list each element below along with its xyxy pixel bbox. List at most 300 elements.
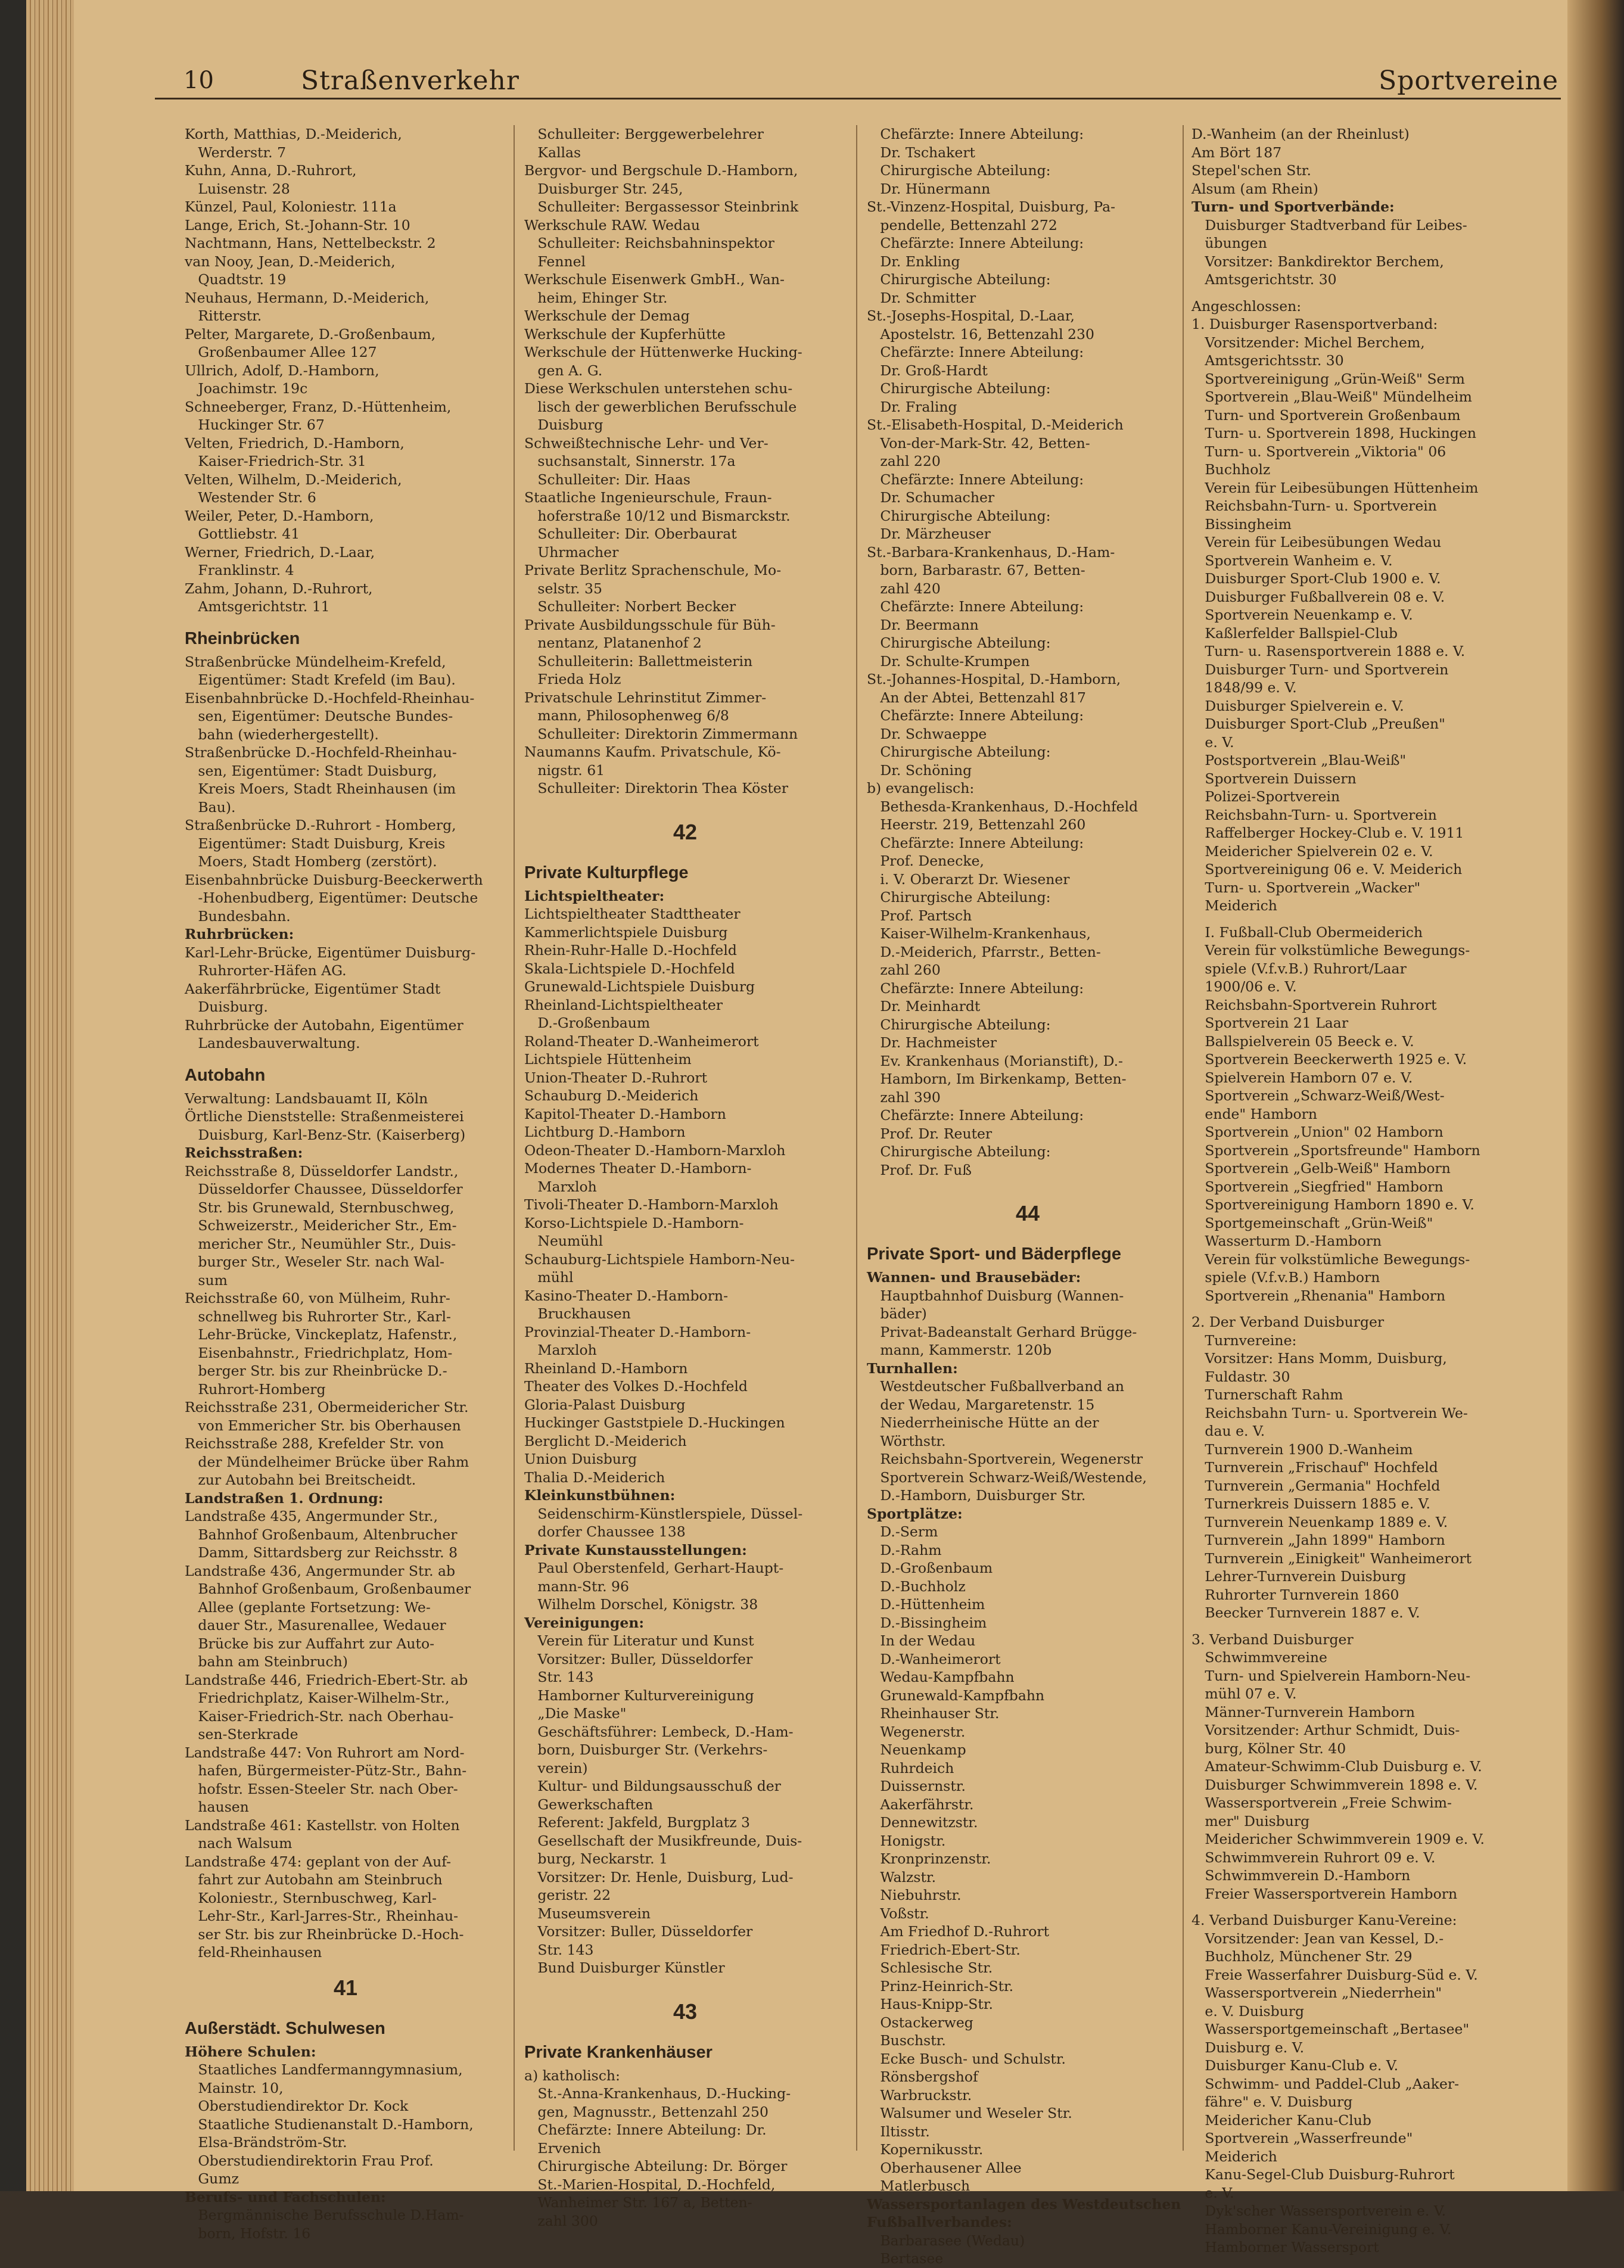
text-line: Duissernstr. [867, 1778, 966, 1794]
text-line: Duisburg [524, 416, 603, 433]
text-line: Werderstr. 7 [185, 144, 287, 161]
text-line: Huckinger Str. 67 [185, 416, 325, 433]
text-line: Private Ausbildungsschule für Büh- [524, 616, 776, 633]
text-line: Dyk'scher Wassersportverein e. V. [1191, 2202, 1446, 2219]
text-line: Str. bis Grunewald, Sternbuschweg, [185, 1199, 455, 1216]
text-line: Duisburger Sport-Club 1900 e. V. [1191, 570, 1441, 587]
text-line: Prof. Partsch [867, 907, 972, 924]
text-line: Gewerkschaften [524, 1796, 654, 1813]
text-line: Turnerkreis Duissern 1885 e. V. [1191, 1495, 1430, 1512]
text-line: Bruckhausen [524, 1305, 631, 1322]
text-line: bahn (wiederhergestellt). [185, 726, 379, 743]
text-line: Schweißtechnische Lehr- und Ver- [524, 434, 769, 452]
text-line: Gottliebstr. 41 [185, 525, 300, 542]
text-line: Meiderich [1191, 897, 1277, 914]
text-line: Odeon-Theater D.-Hamborn-Marxloh [524, 1141, 786, 1159]
text-line: Sportverein „Siegfried" Hamborn [1191, 1178, 1443, 1195]
text-line: Angeschlossen: [1191, 297, 1302, 315]
text-line: mericher Str., Neumühler Str., Duis- [185, 1235, 456, 1252]
text-line: Landstraße 446, Friedrich-Ebert-Str. ab [185, 1671, 468, 1688]
text-line: Privat-Badeanstalt Gerhard Brügge- [867, 1323, 1137, 1340]
text-line: Ballspielverein 05 Beeck e. V. [1191, 1032, 1414, 1050]
text-line: D.-Hamborn, Duisburger Str. [867, 1487, 1086, 1504]
text-line: Lange, Erich, St.-Johann-Str. 10 [185, 216, 410, 234]
subheading: Vereinigungen: [524, 1614, 645, 1631]
text-line: Chirurgische Abteilung: [867, 634, 1051, 651]
text-line: Vorsitzender: Jean van Kessel, D.- [1191, 1930, 1444, 1947]
text-line: Rheinland-Lichtspieltheater [524, 996, 723, 1013]
text-line: Bau). [185, 798, 236, 816]
text-line: Düsseldorfer Chaussee, Düsseldorfer [185, 1181, 463, 1197]
subheading: Höhere Schulen: [185, 2043, 316, 2060]
text-line: nach Walsum [185, 1835, 293, 1852]
text-line: Iltisstr. [867, 2123, 930, 2140]
text-line: Eigentümer: Stadt Duisburg, Kreis [185, 835, 446, 852]
text-line: Rhein-Ruhr-Halle D.-Hochfeld [524, 942, 737, 959]
text-line: Lichtspiele Hüttenheim [524, 1051, 692, 1068]
text-line: Werner, Friedrich, D.-Laar, [185, 543, 375, 561]
text-line: Verein für volkstümliche Bewegungs- [1191, 942, 1470, 959]
text-line: Weiler, Peter, D.-Hamborn, [185, 507, 374, 524]
text-line: Franklinstr. 4 [185, 562, 294, 578]
text-line: Turnverein „Einigkeit" Wanheimerort [1191, 1550, 1472, 1567]
text-line: Aakerfährbrücke, Eigentümer Stadt [185, 980, 441, 997]
text-line: Bissingheim [1191, 515, 1292, 533]
text-line: „Die Maske" [524, 1705, 627, 1722]
text-line: In der Wedau [867, 1632, 976, 1649]
text-line: Sportverein „Schwarz-Weiß/West- [1191, 1087, 1445, 1104]
text-line: Sportverein „Wasserfreunde" [1191, 2130, 1413, 2146]
text-line: Schulleiter: Berggewerbelehrer [524, 126, 764, 142]
text-line: Reichsstraße 8, Düsseldorfer Landstr., [185, 1162, 459, 1180]
text-line: Reichsbahn-Sportverein, Wegenerstr [867, 1451, 1143, 1467]
text-line: i. V. Oberarzt Dr. Wiesener [867, 870, 1070, 888]
text-line: Paul Oberstenfeld, Gerhart-Haupt- [524, 1560, 784, 1576]
text-line: St.-Johannes-Hospital, D.-Hamborn, [867, 671, 1121, 687]
text-line: Dr. Schöning [867, 761, 972, 779]
text-line: born, Duisburger Str. (Verkehrs- [524, 1741, 768, 1758]
text-line: nigstr. 61 [524, 761, 605, 779]
text-line: Duisburger Kanu-Club e. V. [1191, 2057, 1399, 2074]
text-line: Tivoli-Theater D.-Hamborn-Marxloh [524, 1196, 779, 1213]
text-line: zahl 420 [867, 580, 941, 597]
text-line: Dr. Meinhardt [867, 998, 981, 1015]
text-line: Modernes Theater D.-Hamborn- [524, 1160, 752, 1177]
text-line: Dr. Schwaeppe [867, 725, 987, 742]
text-line: Turnverein Neuenkamp 1889 e. V. [1191, 1513, 1448, 1530]
text-line: Buchholz, Münchener Str. 29 [1191, 1948, 1413, 1965]
subheading: Sportplätze: [867, 1505, 963, 1522]
subheading: Wannen- und Brausebäder: [867, 1269, 1081, 1286]
text-line: Turn- u. Sportverein „Viktoria" 06 [1191, 443, 1446, 460]
text-line: spiele (V.f.v.B.) Hamborn [1191, 1269, 1380, 1286]
section-heading: Private Krankenhäuser [524, 2042, 713, 2062]
text-line: Künzel, Paul, Koloniestr. 111a [185, 198, 397, 215]
text-line: Amtsgerichtstr. 30 [1191, 271, 1337, 288]
text-line: Niebuhrstr. [867, 1887, 962, 1903]
text-line: Dr. Fraling [867, 398, 957, 415]
text-line: hofstr. Essen-Steeler Str. nach Ober- [185, 1780, 458, 1797]
text-line: Elsa-Brändström-Str. [185, 2134, 347, 2151]
text-line: Schlesische Str. [867, 1959, 993, 1976]
text-line: Marxloh [524, 1178, 597, 1195]
text-line: Polizei-Sportverein [1191, 788, 1340, 805]
text-line: Dr. Groß-Hardt [867, 362, 988, 379]
text-column-3 [867, 125, 1189, 2267]
text-line: Ecke Busch- und Schulstr. [867, 2050, 1066, 2067]
text-line: D.-Buchholz [867, 1578, 966, 1595]
text-line: Meidericher Spielverein 02 e. V. [1191, 842, 1433, 860]
text-line: Thalia D.-Meiderich [524, 1469, 665, 1486]
text-line: Verein für Leibesübungen Wedau [1191, 534, 1442, 550]
text-line: Staatliches Landfermanngymnasium, [185, 2061, 463, 2078]
text-line: Vorsitzender: Michel Berchem, [1191, 334, 1425, 351]
text-line: Turn- und Spielverein Hamborn-Neu- [1191, 1667, 1471, 1684]
text-line: Chefärzte: Innere Abteilung: Dr. [524, 2121, 767, 2138]
text-line: Vorsitzer: Buller, Düsseldorfer [524, 1650, 753, 1667]
text-line: Vorsitzer: Bankdirektor Berchem, [1191, 253, 1444, 270]
text-line: Neuenkamp [867, 1741, 966, 1758]
text-line: Heerstr. 219, Bettenzahl 260 [867, 816, 1086, 833]
text-line: feld-Rheinhausen [185, 1944, 322, 1961]
text-line: Reichsstraße 231, Obermeidericher Str. [185, 1399, 469, 1415]
text-line: Ullrich, Adolf, D.-Hamborn, [185, 362, 379, 379]
text-line: zahl 390 [867, 1088, 941, 1106]
text-line: fähre" e. V. Duisburg [1191, 2093, 1353, 2110]
text-line: Meidericher Kanu-Club [1191, 2111, 1371, 2129]
text-line: born, Barbarastr. 67, Betten- [867, 562, 1085, 578]
text-line: Prof. Denecke, [867, 853, 984, 869]
text-line: Oberstudiendirektorin Frau Prof. [185, 2152, 434, 2169]
spacer [867, 1179, 1189, 1187]
text-line: Rönsbergshof [867, 2068, 978, 2085]
text-line: Schulleiter: Dir. Oberbaurat [524, 525, 737, 542]
text-line: Wassersportverein „Freie Schwim- [1191, 1794, 1452, 1811]
text-line: Grunewald-Lichtspiele Duisburg [524, 978, 755, 995]
text-line: Männer-Turnverein Hamborn [1191, 1703, 1415, 1721]
text-line: An der Abtei, Bettenzahl 817 [867, 689, 1086, 706]
text-line: mühl [524, 1269, 574, 1286]
text-line: dorfer Chaussee 138 [524, 1523, 686, 1540]
text-line: Wörthstr. [867, 1432, 946, 1449]
text-line: lisch der gewerblichen Berufsschule [524, 398, 797, 415]
text-line: Bethesda-Krankenhaus, D.-Hochfeld [867, 798, 1138, 815]
text-line: Theater des Volkes D.-Hochfeld [524, 1378, 748, 1395]
page-edges [26, 0, 74, 2191]
spacer [1191, 1305, 1513, 1313]
text-line: Kronprinzenstr. [867, 1850, 991, 1867]
text-line: Rheinland D.-Hamborn [524, 1359, 688, 1377]
text-line: D.-Rahm [867, 1541, 942, 1558]
text-line: Vorsitzender: Arthur Schmidt, Duis- [1191, 1722, 1460, 1738]
text-line: Straßenbrücke D.-Ruhrort - Homberg, [185, 817, 456, 833]
section-heading: Autobahn [185, 1065, 266, 1085]
text-line: selstr. 35 [524, 580, 602, 597]
text-line: Beecker Turnverein 1887 e. V. [1191, 1604, 1420, 1621]
text-line: Landstraße 436, Angermunder Str. ab [185, 1562, 456, 1579]
text-line: Raffelberger Hockey-Club e. V. 1911 [1191, 825, 1464, 841]
text-line: Ruhrorter-Häfen AG. [185, 962, 347, 979]
text-line: Meidericher Schwimmverein 1909 e. V. [1191, 1831, 1485, 1847]
text-line: Sportverein Wanheim e. V. [1191, 552, 1393, 569]
text-line: Turnverein „Germania" Hochfeld [1191, 1477, 1441, 1494]
text-line: 1848/99 e. V. [1191, 679, 1297, 696]
text-line: geristr. 22 [524, 1887, 611, 1903]
text-line: heim, Ehinger Str. [524, 289, 668, 306]
text-line: Joachimstr. 19c [185, 380, 308, 397]
text-line: Hamborn, Im Birkenkamp, Betten- [867, 1071, 1127, 1087]
text-line: Sportverein Beeckerwerth 1925 e. V. [1191, 1051, 1467, 1068]
spacer [1191, 915, 1513, 923]
text-line: Gloria-Palast Duisburg [524, 1396, 686, 1413]
text-line: Sportvereinigung Hamborn 1890 e. V. [1191, 1196, 1474, 1213]
text-line: Eisenbahnbrücke D.-Hochfeld-Rheinhau- [185, 689, 475, 707]
text-line: Uhrmacher [524, 543, 619, 561]
text-line: sen-Sterkrade [185, 1726, 298, 1743]
text-line: Zahm, Johann, D.-Ruhrort, [185, 580, 373, 597]
text-line: St.-Josephs-Hospital, D.-Laar, [867, 307, 1075, 324]
text-line: Kallas [524, 144, 581, 161]
text-line: der Wedau, Margaretenstr. 15 [867, 1396, 1095, 1413]
page-header [155, 64, 1561, 99]
spacer [1191, 1903, 1513, 1911]
text-line: Schulleiter: Bergassessor Steinbrink [524, 198, 799, 215]
text-line: Schulleiter: Direktorin Zimmermann [524, 725, 798, 742]
text-line: Chefärzte: Innere Abteilung: [867, 979, 1084, 997]
text-line: Mainstr. 10, [185, 2079, 284, 2096]
text-line: Chefärzte: Innere Abteilung: [867, 707, 1084, 724]
text-line: Reichsbahn-Sportverein Ruhrort [1191, 996, 1437, 1013]
text-line: Lichtburg D.-Hamborn [524, 1124, 686, 1140]
text-line: Westender Str. 6 [185, 489, 316, 506]
text-line: Velten, Wilhelm, D.-Meiderich, [185, 471, 402, 488]
text-line: e. V. Duisburg [1191, 2002, 1305, 2020]
text-line: Reichsbahn Turn- u. Sportverein We- [1191, 1404, 1468, 1421]
text-line: D.-Wanheimerort [867, 1650, 1001, 1667]
text-line: Lehr-Brücke, Vinckeplatz, Hafenstr., [185, 1326, 458, 1343]
spacer [1191, 289, 1513, 297]
text-line: Union-Theater D.-Ruhrort [524, 1069, 708, 1086]
text-line: spiele (V.f.v.B.) Ruhrort/Laar [1191, 960, 1407, 977]
text-line: Verwaltung: Landsbauamt II, Köln [185, 1090, 428, 1107]
text-line: Apostelstr. 16, Bettenzahl 230 [867, 325, 1094, 343]
text-line: Prof. Dr. Reuter [867, 1125, 993, 1142]
text-line: Reichsbahn-Turn- u. Sportverein [1191, 806, 1437, 823]
text-line: Str. 143 [524, 1941, 594, 1958]
text-line: Turnerschaft Rahm [1191, 1386, 1343, 1403]
text-line: Quadtstr. 19 [185, 271, 287, 288]
text-line: Roland-Theater D.-Wanheimerort [524, 1032, 759, 1050]
text-line: Sportvereinigung „Grün-Weiß" Serm [1191, 370, 1465, 387]
text-line: Bund Duisburger Künstler [524, 1959, 725, 1976]
text-line: Ruhrort-Homberg [185, 1380, 326, 1398]
text-line: Chirurgische Abteilung: [867, 271, 1051, 288]
text-line: Fuldastr. 30 [1191, 1368, 1290, 1385]
text-line: Chefärzte: Innere Abteilung: [867, 598, 1084, 615]
text-line: Sportgemeinschaft „Grün-Weiß" [1191, 1214, 1433, 1231]
text-line: Kuhn, Anna, D.-Ruhrort, [185, 162, 357, 179]
text-line: Reichsbahn-Turn- u. Sportverein [1191, 497, 1437, 514]
text-line: Seidenschirm-Künstlerspiele, Düssel- [524, 1505, 803, 1522]
text-line: Chefärzte: Innere Abteilung: [867, 471, 1084, 488]
subheading: Landstraßen 1. Ordnung: [185, 1489, 384, 1507]
text-line: Werkschule Eisenwerk GmbH., Wan- [524, 271, 785, 288]
subheading: Wassersportanlagen des Westdeutschen [867, 2195, 1181, 2213]
section-number: 43 [673, 1999, 698, 2024]
column-rule [514, 125, 515, 2151]
text-line: 2. Der Verband Duisburger [1191, 1314, 1385, 1330]
text-line: Brücke bis zur Auffahrt zur Auto- [185, 1635, 435, 1652]
section-number: 41 [333, 1975, 358, 2000]
text-line: Meiderich [1191, 2148, 1277, 2165]
text-line: Turnverein „Jahn 1899" Hamborn [1191, 1532, 1445, 1548]
text-line: D.-Großenbaum [867, 1560, 993, 1576]
section-number: 42 [673, 819, 698, 844]
text-line: Schwimmverein Ruhrort 09 e. V. [1191, 1849, 1436, 1866]
text-line: Oberhausener Allee [867, 2159, 1022, 2176]
text-line: der Mündelheimer Brücke über Rahm [185, 1453, 469, 1470]
text-line: Duisburger Str. 245, [524, 180, 683, 197]
text-line: berger Str. bis zur Rheinbrücke D.- [185, 1362, 447, 1379]
text-line: Warbruckstr. [867, 2086, 972, 2104]
subheading: Kleinkunstbühnen: [524, 1487, 676, 1504]
text-line: Straßenbrücke Mündelheim-Krefeld, [185, 653, 446, 670]
page-number: 10 [183, 67, 214, 94]
text-line: Kanu-Segel-Club Duisburg-Ruhrort [1191, 2166, 1455, 2183]
spacer [1191, 1622, 1513, 1631]
text-line: Sportverein Schwarz-Weiß/Westende, [867, 1469, 1147, 1486]
text-line: Duisburg, Karl-Benz-Str. (Kaiserberg) [185, 1126, 466, 1143]
text-line: pendelle, Bettenzahl 272 [867, 216, 1057, 234]
text-line: Duisburg. [185, 998, 268, 1015]
text-line: Barbarasee (Wedau) [867, 2232, 1025, 2249]
text-line: Lichtspieltheater Stadttheater [524, 906, 741, 922]
text-line: D.-Wanheim (an der Rheinlust) [1191, 126, 1410, 142]
text-line: Duisburger Stadtverband für Leibes- [1191, 216, 1467, 234]
text-line: Kopernikusstr. [867, 2141, 984, 2158]
text-line: Dr. Hünermann [867, 180, 991, 197]
text-line: Neuhaus, Hermann, D.-Meiderich, [185, 289, 430, 306]
text-line: burg, Kölner Str. 40 [1191, 1740, 1346, 1757]
text-line: Ervenich [524, 2139, 601, 2157]
text-line: dauer Str., Masurenallee, Wedauer [185, 1617, 446, 1634]
text-line: Dr. Schulte-Krumpen [867, 652, 1030, 670]
text-line: St.-Elisabeth-Hospital, D.-Meiderich [867, 416, 1124, 433]
text-line: mann, Kammerstr. 120b [867, 1342, 1052, 1358]
text-line: Sportvereinigung 06 e. V. Meiderich [1191, 861, 1463, 878]
text-line: mann, Philosophenweg 6/8 [524, 707, 729, 724]
text-line: Wassersportverein „Niederrhein" [1191, 1984, 1442, 2001]
text-line: Staatliche Ingenieurschule, Fraun- [524, 489, 772, 506]
text-line: Gumz [185, 2170, 239, 2187]
text-line: Wedau-Kampfbahn [867, 1669, 1015, 1685]
binding-cloth [0, 0, 26, 2191]
text-line: Velten, Friedrich, D.-Hamborn, [185, 434, 405, 452]
text-line: Duisburger Fußballverein 08 e. V. [1191, 588, 1445, 605]
text-line: Schulleiter: Norbert Becker [524, 598, 736, 615]
text-line: Turn- u. Rasensportverein 1888 e. V. [1191, 643, 1466, 659]
text-line: Dr. Märzheuser [867, 525, 991, 542]
text-line: Staatliche Studienanstalt D.-Hamborn, [185, 2115, 474, 2133]
text-line: 1900/06 e. V. [1191, 978, 1297, 995]
subheading: Private Kunstausstellungen: [524, 1541, 747, 1558]
text-line: Wanheimer Str. 167 a, Betten- [524, 2194, 752, 2211]
text-line: fahrt zur Autobahn am Steinbruch [185, 1871, 443, 1888]
text-line: D.-Bissingheim [867, 1614, 987, 1631]
text-line: zahl 260 [867, 962, 941, 978]
text-line: D.-Hüttenheim [867, 1596, 985, 1613]
text-line: Chirurgische Abteilung: [867, 1016, 1051, 1033]
text-line: Wasserturm D.-Hamborn [1191, 1233, 1382, 1249]
text-line: Hamborner Kulturvereinigung [524, 1687, 754, 1704]
text-line: Chirurgische Abteilung: [867, 507, 1051, 524]
text-line: Schulleiter: Reichsbahninspektor [524, 235, 774, 251]
subheading: Reichsstraßen: [185, 1144, 303, 1161]
text-line: Prof. Dr. Fuß [867, 1161, 972, 1178]
text-line: born, Hofstr. 16 [185, 2225, 311, 2242]
text-line: dau e. V. [1191, 1423, 1265, 1439]
text-line: zahl 220 [867, 453, 941, 469]
text-line: Ruhrdeich [867, 1759, 954, 1777]
text-line: e. V. [1191, 2184, 1234, 2201]
subheading: Ruhrbrücken: [185, 926, 294, 942]
text-line: Werkschule der Demag [524, 307, 690, 324]
text-line: Schwimmverein D.-Hamborn [1191, 1867, 1411, 1884]
section-heading: Private Kulturpflege [524, 863, 689, 882]
text-line: Nachtmann, Hans, Nettelbeckstr. 2 [185, 235, 436, 251]
text-line: Grunewald-Kampfbahn [867, 1687, 1045, 1704]
text-line: Großenbaumer Allee 127 [185, 344, 377, 360]
text-line: Chirurgische Abteilung: Dr. Börger [524, 2158, 788, 2174]
text-line: Friedrich-Ebert-Str. [867, 1941, 1021, 1958]
text-line: Ruhrbrücke der Autobahn, Eigentümer [185, 1016, 463, 1034]
text-line: von Emmericher Str. bis Oberhausen [185, 1417, 461, 1434]
text-line: Str. 143 [524, 1669, 594, 1685]
text-line: zur Autobahn bei Breitscheidt. [185, 1471, 416, 1488]
text-line: hafen, Bürgermeister-Pütz-Str., Bahn- [185, 1762, 467, 1779]
text-line: Bahnhof Großenbaum, Großenbaumer [185, 1581, 471, 1597]
text-line: Ostackerweg [867, 2014, 973, 2031]
text-line: Sportverein „Blau-Weiß" Mündelheim [1191, 388, 1472, 405]
text-line: Aakerfährstr. [867, 1796, 974, 1813]
text-line: Fennel [524, 253, 586, 270]
text-line: Dr. Enkling [867, 253, 960, 270]
text-line: Sportverein „Gelb-Weiß" Hamborn [1191, 1160, 1451, 1177]
text-line: Chirurgische Abteilung: [867, 162, 1051, 179]
running-title-right: Sportvereine [1379, 66, 1558, 96]
text-line: übungen [1191, 235, 1267, 251]
text-line: Referent: Jakfeld, Burgplatz 3 [524, 1814, 750, 1831]
text-line: bäder) [867, 1305, 927, 1322]
section-heading: Private Sport- und Bäderpflege [867, 1245, 1122, 1264]
text-line: Skala-Lichtspiele D.-Hochfeld [524, 960, 735, 977]
text-line: Amtsgerichtstr. 11 [185, 598, 330, 615]
text-column-1 [185, 125, 506, 2242]
text-line: e. V. [1191, 733, 1234, 751]
text-line: 4. Verband Duisburger Kanu-Vereine: [1191, 1912, 1457, 1928]
text-line: Koloniestr., Sternbuschweg, Karl- [185, 1889, 437, 1906]
text-line: Sportverein „Union" 02 Hamborn [1191, 1124, 1443, 1140]
text-line: Örtliche Dienststelle: Straßenmeisterei [185, 1108, 464, 1125]
running-title-left: Straßenverkehr [301, 66, 519, 96]
text-line: Turnverein „Frischauf" Hochfeld [1191, 1459, 1438, 1476]
text-column-2 [524, 125, 846, 2229]
text-line: gen A. G. [524, 362, 603, 379]
text-line: Stepel'schen Str. [1191, 162, 1311, 179]
text-line: Lehrer-Turnverein Duisburg [1191, 1568, 1407, 1585]
text-line: zahl 300 [524, 2212, 598, 2229]
section-heading: Außerstädt. Schulwesen [185, 2018, 385, 2038]
